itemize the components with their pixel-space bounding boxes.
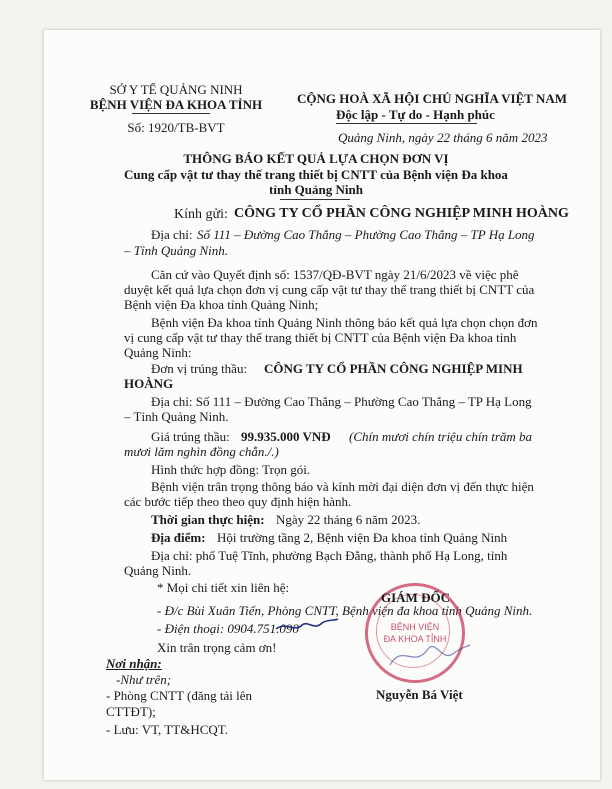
issue-date: Quảng Ninh, ngày 22 tháng 6 năm 2023 bbox=[338, 130, 548, 145]
contact-phone: - Điện thoại: 0904.751.090 bbox=[157, 621, 299, 636]
issuer-hospital: BỆNH VIỆN ĐA KHOA TỈNH bbox=[89, 97, 263, 112]
seal-text-line1: BỆNH VIỆN bbox=[390, 622, 440, 632]
notice-title: THÔNG BÁO KẾT QUẢ LỰA CHỌN ĐƠN VỊ bbox=[183, 151, 449, 166]
address-line2: – Tỉnh Quảng Ninh. bbox=[124, 243, 229, 258]
address-label: Địa chỉ: bbox=[151, 227, 193, 242]
thanks-line: Xin trân trọng cảm ơn! bbox=[157, 640, 277, 655]
motto-underline bbox=[336, 123, 477, 124]
document-page bbox=[44, 30, 600, 780]
signer-name: Nguyễn Bá Việt bbox=[376, 687, 463, 702]
invitation-line2: các bước tiếp theo theo quy định hiện hành. bbox=[124, 494, 352, 509]
winner-address-line1: Địa chỉ: Số 111 – Đường Cao Thắng – Phường Cao Thắng – TP Hạ Long bbox=[151, 394, 532, 409]
recipients-label: Nơi nhận: bbox=[106, 656, 162, 671]
recipient-item-1: -Như trên; bbox=[116, 672, 172, 687]
winner-label: Đơn vị trúng thầu: bbox=[151, 361, 248, 376]
contract-type: Hình thức hợp đồng: Trọn gói. bbox=[151, 462, 311, 477]
winner-address-line2: – Tỉnh Quảng Ninh. bbox=[124, 409, 229, 424]
recipient-item-3: - Lưu: VT, TT&HCQT. bbox=[106, 722, 228, 737]
price-value: 99.935.000 VNĐ bbox=[241, 429, 331, 444]
recipient-name: CÔNG TY CỔ PHẦN CÔNG NGHIỆP MINH HOÀNG bbox=[234, 206, 569, 221]
nation-title: CỘNG HOÀ XÃ HỘI CHỦ NGHĨA VIỆT NAM bbox=[297, 91, 568, 106]
place-address-line2: Quảng Ninh. bbox=[124, 563, 192, 578]
price-label: Giá trúng thầu: bbox=[151, 429, 230, 444]
nation-motto: Độc lập - Tự do - Hạnh phúc bbox=[336, 107, 495, 122]
announce-line1: Bệnh viện Đa khoa tỉnh Quảng Ninh thông báo kết quả lựa chọn chọn đơn bbox=[151, 315, 538, 330]
price-in-words-cont: mươi lăm nghìn đồng chẵn./.) bbox=[124, 444, 279, 459]
time-value: Ngày 22 tháng 6 năm 2023. bbox=[276, 512, 421, 527]
basis-line1: Căn cứ vào Quyết định số: 1537/QĐ-BVT ngày 21/6/2023 về việc phê bbox=[151, 267, 519, 282]
winner-name: CÔNG TY CỔ PHẦN CÔNG NGHIỆP MINH bbox=[264, 361, 523, 376]
announce-line2: vị cung cấp vật tư thay thế trang thiết bị CNTT của Bệnh viện Đa khoa tỉnh bbox=[124, 330, 517, 345]
notice-subtitle: Cung cấp vật tư thay thế trang thiết bị CNTT của Bệnh viện Đa khoa bbox=[124, 167, 508, 182]
basis-line2: duyệt kết quả lựa chọn đơn vị cung cấp vật tư thay thế trang thiết bị CNTT của bbox=[124, 282, 535, 297]
issuer-department: SỞ Y TẾ QUẢNG NINH bbox=[109, 82, 243, 97]
initials-signature bbox=[272, 611, 342, 637]
contact-intro: * Mọi chi tiết xin liên hệ: bbox=[157, 580, 290, 595]
recipient-item-2-cont: CTTĐT); bbox=[106, 704, 156, 719]
announce-line3: Quảng Ninh: bbox=[124, 345, 192, 360]
address-line1: Số 111 – Đường Cao Thắng – Phường Cao Thắng – TP Hạ Long bbox=[197, 227, 535, 242]
place-value: Hội trường tầng 2, Bệnh viện Đa khoa tỉnh Quảng Ninh bbox=[217, 530, 508, 545]
header-left-underline bbox=[132, 113, 210, 114]
invitation-line1: Bệnh viện trân trọng thông báo và kính mời đại diện đơn vị đến thực hiện bbox=[151, 479, 534, 494]
recipient-label: Kính gửi: bbox=[174, 207, 228, 222]
signer-title: GIÁM ĐỐC bbox=[381, 590, 450, 605]
basis-line3: Bệnh viện Đa khoa tỉnh Quảng Ninh; bbox=[124, 297, 319, 312]
time-label: Thời gian thực hiện: bbox=[151, 512, 265, 527]
place-address-line1: Địa chỉ: phố Tuệ Tĩnh, phường Bạch Đằng, thành phố Hạ Long, tỉnh bbox=[151, 548, 508, 563]
contact-person: - Đ/c Bùi Xuân Tiến, Phòng CNTT, Bệnh viện đa khoa tỉnh Quảng Ninh. bbox=[157, 603, 533, 618]
recipient-item-2: - Phòng CNTT (đăng tải lên bbox=[106, 688, 252, 703]
seal-text-line2: ĐA KHOA TỈNH bbox=[383, 634, 447, 644]
notice-subtitle-cont: tỉnh Quảng Ninh bbox=[269, 182, 363, 197]
place-label: Địa điểm: bbox=[151, 530, 206, 545]
title-underline bbox=[280, 199, 350, 200]
director-signature bbox=[384, 635, 474, 675]
price-in-words: (Chín mươi chín triệu chín trăm ba bbox=[349, 429, 533, 444]
winner-name-cont: HOÀNG bbox=[124, 376, 174, 391]
document-number: Số: 1920/TB-BVT bbox=[127, 120, 225, 135]
